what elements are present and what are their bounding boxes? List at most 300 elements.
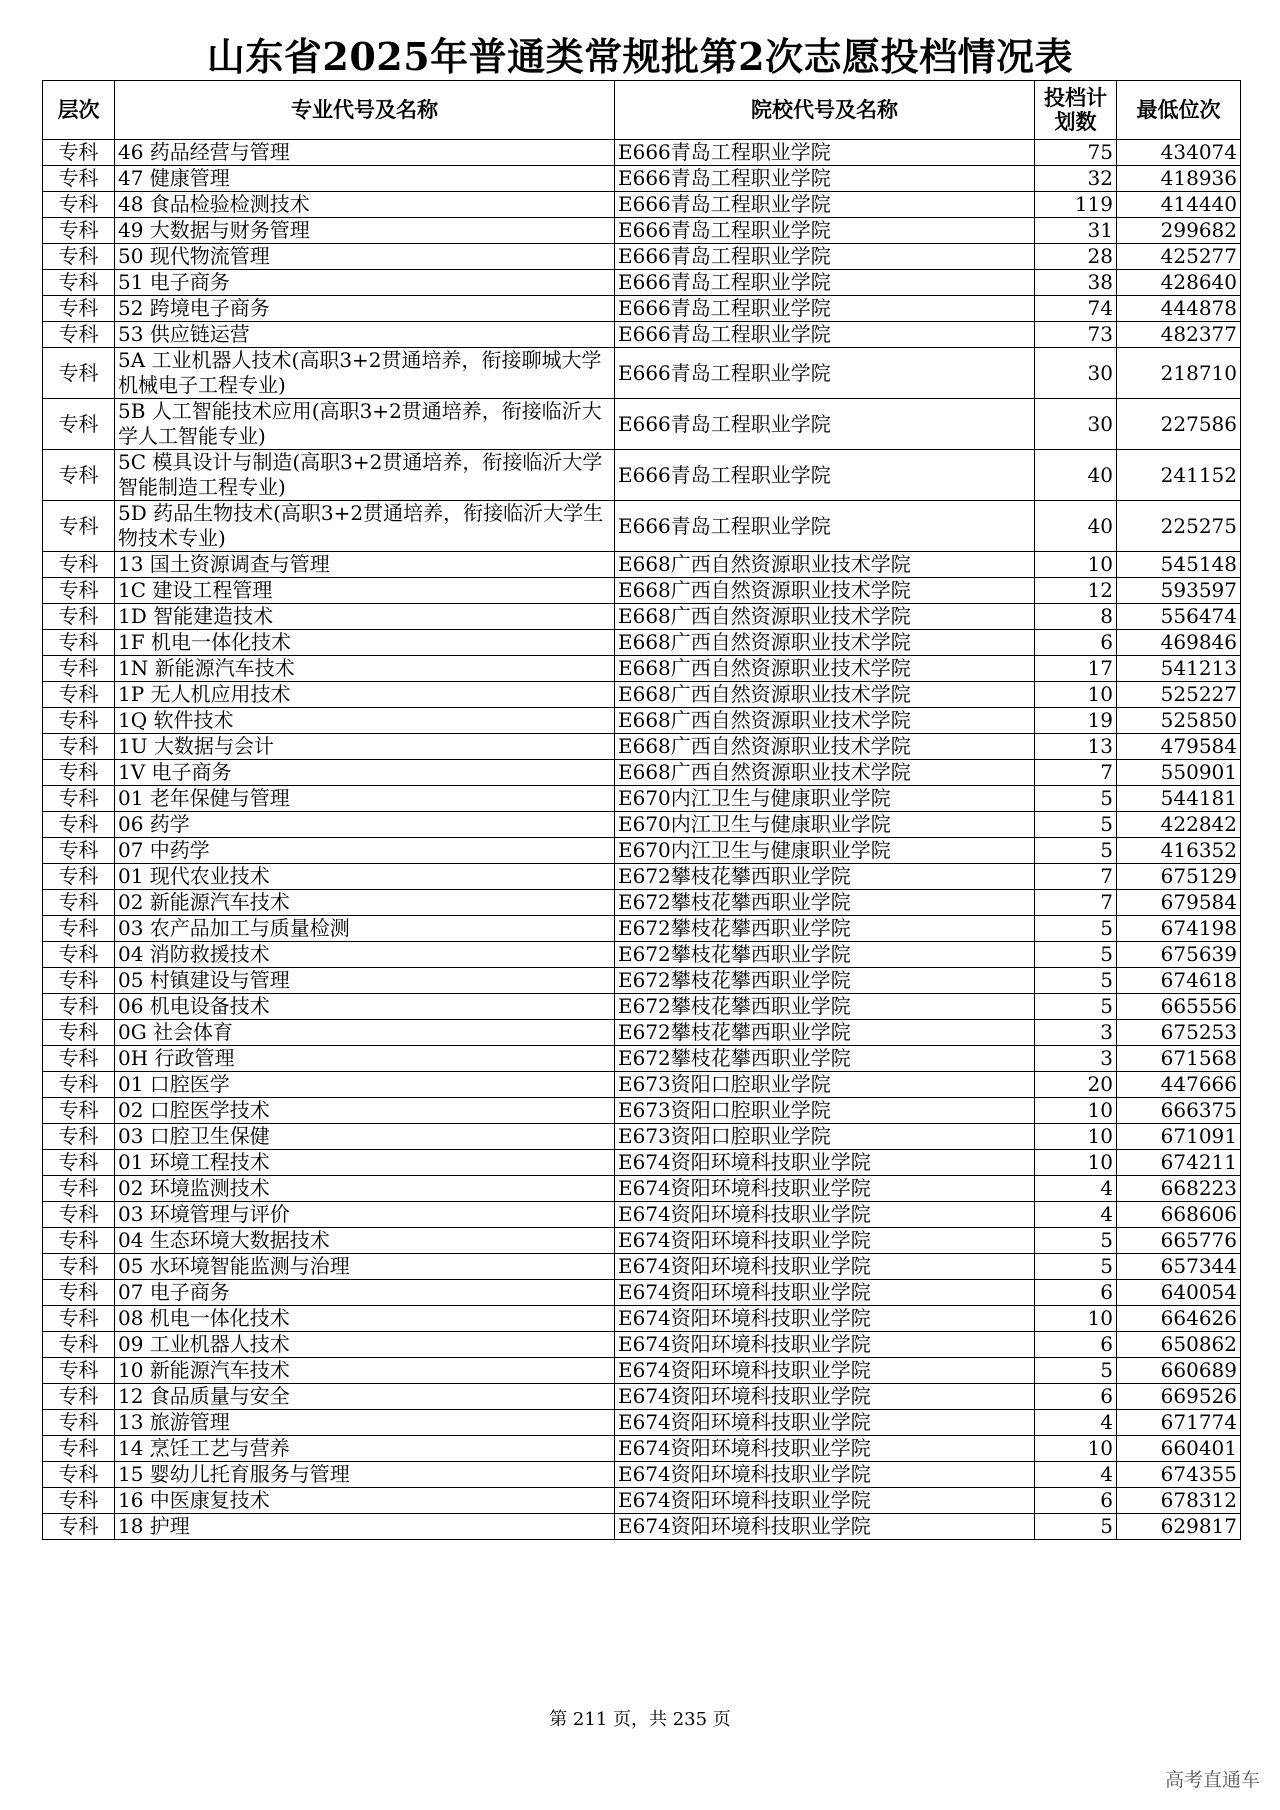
cell-rank: 679584 <box>1117 890 1241 916</box>
cell-level: 专科 <box>43 1072 115 1098</box>
cell-plan: 10 <box>1035 1306 1117 1332</box>
cell-level: 专科 <box>43 682 115 708</box>
cell-rank: 675253 <box>1117 1020 1241 1046</box>
cell-plan: 7 <box>1035 760 1117 786</box>
cell-rank: 640054 <box>1117 1280 1241 1306</box>
cell-rank: 664626 <box>1117 1306 1241 1332</box>
cell-plan: 4 <box>1035 1202 1117 1228</box>
cell-major: 07 电子商务 <box>115 1280 615 1306</box>
table-row <box>43 734 1241 760</box>
cell-major: 5B 人工智能技术应用(高职3+2贯通培养，衔接临沂大学人工智能专业) <box>115 399 615 450</box>
cell-school: E670内江卫生与健康职业学院 <box>615 786 1035 812</box>
table-row <box>43 1098 1241 1124</box>
cell-major: 1C 建设工程管理 <box>115 578 615 604</box>
cell-rank: 545148 <box>1117 552 1241 578</box>
cell-plan: 5 <box>1035 942 1117 968</box>
cell-school: E672攀枝花攀西职业学院 <box>615 890 1035 916</box>
table-row <box>43 501 1241 552</box>
cell-level: 专科 <box>43 1098 115 1124</box>
cell-major: 07 中药学 <box>115 838 615 864</box>
table-row <box>43 864 1241 890</box>
cell-major: 46 药品经营与管理 <box>115 140 615 166</box>
table-row <box>43 1280 1241 1306</box>
cell-rank: 225275 <box>1117 501 1241 552</box>
cell-school: E666青岛工程职业学院 <box>615 501 1035 552</box>
table-row <box>43 140 1241 166</box>
cell-plan: 5 <box>1035 1254 1117 1280</box>
cell-rank: 671091 <box>1117 1124 1241 1150</box>
cell-rank: 675129 <box>1117 864 1241 890</box>
page-title: 山东省2025年普通类常规批第2次志愿投档情况表 <box>206 34 1074 79</box>
cell-major: 04 消防救援技术 <box>115 942 615 968</box>
cell-major: 02 环境监测技术 <box>115 1176 615 1202</box>
cell-level: 专科 <box>43 1202 115 1228</box>
cell-level: 专科 <box>43 552 115 578</box>
cell-level: 专科 <box>43 1488 115 1514</box>
cell-rank: 650862 <box>1117 1332 1241 1358</box>
cell-plan: 17 <box>1035 656 1117 682</box>
cell-level: 专科 <box>43 1462 115 1488</box>
cell-level: 专科 <box>43 1046 115 1072</box>
cell-school: E668广西自然资源职业技术学院 <box>615 682 1035 708</box>
cell-school: E666青岛工程职业学院 <box>615 399 1035 450</box>
cell-school: E674资阳环境科技职业学院 <box>615 1410 1035 1436</box>
cell-rank: 660401 <box>1117 1436 1241 1462</box>
cell-plan: 119 <box>1035 192 1117 218</box>
cell-major: 08 机电一体化技术 <box>115 1306 615 1332</box>
cell-plan: 28 <box>1035 244 1117 270</box>
cell-school: E666青岛工程职业学院 <box>615 218 1035 244</box>
cell-major: 1F 机电一体化技术 <box>115 630 615 656</box>
cell-rank: 447666 <box>1117 1072 1241 1098</box>
cell-school: E674资阳环境科技职业学院 <box>615 1488 1035 1514</box>
table-row <box>43 1124 1241 1150</box>
cell-rank: 544181 <box>1117 786 1241 812</box>
cell-plan: 6 <box>1035 630 1117 656</box>
table-row <box>43 838 1241 864</box>
cell-major: 5D 药品生物技术(高职3+2贯通培养，衔接临沂大学生物技术专业) <box>115 501 615 552</box>
cell-plan: 10 <box>1035 1436 1117 1462</box>
cell-major: 03 口腔卫生保健 <box>115 1124 615 1150</box>
cell-plan: 5 <box>1035 1514 1117 1540</box>
cell-major: 48 食品检验检测技术 <box>115 192 615 218</box>
cell-major: 1V 电子商务 <box>115 760 615 786</box>
cell-level: 专科 <box>43 838 115 864</box>
table-row <box>43 1332 1241 1358</box>
cell-plan: 19 <box>1035 708 1117 734</box>
cell-level: 专科 <box>43 760 115 786</box>
header-rank: 最低位次 <box>1117 81 1241 140</box>
cell-major: 18 护理 <box>115 1514 615 1540</box>
cell-major: 0G 社会体育 <box>115 1020 615 1046</box>
table-header-row <box>43 81 1241 140</box>
cell-major: 15 婴幼儿托育服务与管理 <box>115 1462 615 1488</box>
table-row <box>43 1358 1241 1384</box>
cell-rank: 444878 <box>1117 296 1241 322</box>
cell-plan: 6 <box>1035 1280 1117 1306</box>
cell-rank: 418936 <box>1117 166 1241 192</box>
cell-major: 51 电子商务 <box>115 270 615 296</box>
table-row <box>43 244 1241 270</box>
cell-school: E668广西自然资源职业技术学院 <box>615 630 1035 656</box>
header-school: 院校代号及名称 <box>615 81 1035 140</box>
cell-level: 专科 <box>43 450 115 501</box>
cell-plan: 6 <box>1035 1384 1117 1410</box>
table-row <box>43 1254 1241 1280</box>
cell-rank: 422842 <box>1117 812 1241 838</box>
cell-school: E674资阳环境科技职业学院 <box>615 1228 1035 1254</box>
table-row <box>43 994 1241 1020</box>
cell-level: 专科 <box>43 1150 115 1176</box>
cell-plan: 13 <box>1035 734 1117 760</box>
cell-major: 1Q 软件技术 <box>115 708 615 734</box>
cell-school: E668广西自然资源职业技术学院 <box>615 552 1035 578</box>
cell-major: 47 健康管理 <box>115 166 615 192</box>
cell-plan: 5 <box>1035 786 1117 812</box>
cell-rank: 629817 <box>1117 1514 1241 1540</box>
cell-major: 12 食品质量与安全 <box>115 1384 615 1410</box>
cell-major: 5C 模具设计与制造(高职3+2贯通培养，衔接临沂大学智能制造工程专业) <box>115 450 615 501</box>
table-row <box>43 1384 1241 1410</box>
page-footer: 第 211 页，共 235 页 <box>549 1709 731 1730</box>
cell-level: 专科 <box>43 1020 115 1046</box>
cell-major: 0H 行政管理 <box>115 1046 615 1072</box>
table-row <box>43 1046 1241 1072</box>
table-row <box>43 166 1241 192</box>
cell-rank: 657344 <box>1117 1254 1241 1280</box>
cell-plan: 5 <box>1035 812 1117 838</box>
table-row <box>43 1072 1241 1098</box>
cell-school: E668广西自然资源职业技术学院 <box>615 734 1035 760</box>
cell-major: 01 现代农业技术 <box>115 864 615 890</box>
cell-rank: 678312 <box>1117 1488 1241 1514</box>
cell-level: 专科 <box>43 322 115 348</box>
cell-major: 52 跨境电子商务 <box>115 296 615 322</box>
cell-level: 专科 <box>43 218 115 244</box>
cell-school: E666青岛工程职业学院 <box>615 140 1035 166</box>
table-row <box>43 1150 1241 1176</box>
cell-plan: 4 <box>1035 1462 1117 1488</box>
cell-plan: 3 <box>1035 1046 1117 1072</box>
cell-level: 专科 <box>43 1410 115 1436</box>
cell-school: E666青岛工程职业学院 <box>615 192 1035 218</box>
table-row <box>43 218 1241 244</box>
cell-level: 专科 <box>43 968 115 994</box>
cell-school: E673资阳口腔职业学院 <box>615 1072 1035 1098</box>
cell-school: E674资阳环境科技职业学院 <box>615 1462 1035 1488</box>
cell-rank: 525227 <box>1117 682 1241 708</box>
cell-level: 专科 <box>43 1254 115 1280</box>
cell-plan: 10 <box>1035 1124 1117 1150</box>
cell-rank: 674618 <box>1117 968 1241 994</box>
table-row <box>43 1488 1241 1514</box>
cell-major: 1N 新能源汽车技术 <box>115 656 615 682</box>
cell-rank: 482377 <box>1117 322 1241 348</box>
cell-level: 专科 <box>43 1332 115 1358</box>
table-row <box>43 786 1241 812</box>
table-row <box>43 812 1241 838</box>
cell-school: E674资阳环境科技职业学院 <box>615 1436 1035 1462</box>
cell-rank: 665556 <box>1117 994 1241 1020</box>
cell-rank: 660689 <box>1117 1358 1241 1384</box>
table-row <box>43 708 1241 734</box>
cell-level: 专科 <box>43 708 115 734</box>
cell-level: 专科 <box>43 348 115 399</box>
cell-major: 10 新能源汽车技术 <box>115 1358 615 1384</box>
cell-school: E674资阳环境科技职业学院 <box>615 1358 1035 1384</box>
cell-level: 专科 <box>43 812 115 838</box>
table-row <box>43 348 1241 399</box>
cell-major: 13 国土资源调查与管理 <box>115 552 615 578</box>
cell-level: 专科 <box>43 399 115 450</box>
cell-plan: 32 <box>1035 166 1117 192</box>
cell-level: 专科 <box>43 140 115 166</box>
cell-rank: 414440 <box>1117 192 1241 218</box>
cell-school: E673资阳口腔职业学院 <box>615 1124 1035 1150</box>
cell-level: 专科 <box>43 166 115 192</box>
cell-plan: 40 <box>1035 450 1117 501</box>
cell-level: 专科 <box>43 786 115 812</box>
cell-rank: 550901 <box>1117 760 1241 786</box>
cell-rank: 665776 <box>1117 1228 1241 1254</box>
cell-school: E672攀枝花攀西职业学院 <box>615 864 1035 890</box>
watermark: 高考直通车 <box>1164 1769 1260 1791</box>
cell-major: 13 旅游管理 <box>115 1410 615 1436</box>
table-row <box>43 604 1241 630</box>
header-plan: 投档计划数 <box>1035 81 1117 140</box>
cell-plan: 10 <box>1035 682 1117 708</box>
cell-level: 专科 <box>43 1358 115 1384</box>
cell-school: E672攀枝花攀西职业学院 <box>615 1020 1035 1046</box>
cell-rank: 218710 <box>1117 348 1241 399</box>
cell-plan: 5 <box>1035 916 1117 942</box>
cell-school: E674资阳环境科技职业学院 <box>615 1514 1035 1540</box>
cell-level: 专科 <box>43 1124 115 1150</box>
cell-rank: 674355 <box>1117 1462 1241 1488</box>
cell-rank: 674211 <box>1117 1150 1241 1176</box>
cell-level: 专科 <box>43 630 115 656</box>
table-row <box>43 890 1241 916</box>
cell-major: 1D 智能建造技术 <box>115 604 615 630</box>
cell-school: E674资阳环境科技职业学院 <box>615 1306 1035 1332</box>
table-body <box>43 140 1241 1540</box>
cell-level: 专科 <box>43 501 115 552</box>
cell-plan: 6 <box>1035 1332 1117 1358</box>
cell-major: 01 口腔医学 <box>115 1072 615 1098</box>
cell-school: E670内江卫生与健康职业学院 <box>615 812 1035 838</box>
cell-level: 专科 <box>43 942 115 968</box>
cell-school: E674资阳环境科技职业学院 <box>615 1280 1035 1306</box>
cell-major: 14 烹饪工艺与营养 <box>115 1436 615 1462</box>
cell-level: 专科 <box>43 1280 115 1306</box>
cell-plan: 30 <box>1035 399 1117 450</box>
table-row <box>43 630 1241 656</box>
cell-plan: 7 <box>1035 890 1117 916</box>
cell-plan: 31 <box>1035 218 1117 244</box>
cell-rank: 227586 <box>1117 399 1241 450</box>
cell-plan: 74 <box>1035 296 1117 322</box>
cell-plan: 5 <box>1035 1358 1117 1384</box>
cell-rank: 525850 <box>1117 708 1241 734</box>
cell-level: 专科 <box>43 192 115 218</box>
table-row <box>43 1202 1241 1228</box>
cell-plan: 7 <box>1035 864 1117 890</box>
cell-level: 专科 <box>43 270 115 296</box>
cell-plan: 3 <box>1035 1020 1117 1046</box>
cell-school: E666青岛工程职业学院 <box>615 270 1035 296</box>
cell-plan: 10 <box>1035 1098 1117 1124</box>
cell-level: 专科 <box>43 1176 115 1202</box>
cell-school: E666青岛工程职业学院 <box>615 348 1035 399</box>
cell-level: 专科 <box>43 244 115 270</box>
cell-school: E674资阳环境科技职业学院 <box>615 1384 1035 1410</box>
cell-school: E674资阳环境科技职业学院 <box>615 1332 1035 1358</box>
table-row <box>43 552 1241 578</box>
cell-school: E674资阳环境科技职业学院 <box>615 1254 1035 1280</box>
cell-major: 50 现代物流管理 <box>115 244 615 270</box>
cell-plan: 5 <box>1035 1228 1117 1254</box>
cell-level: 专科 <box>43 994 115 1020</box>
cell-school: E668广西自然资源职业技术学院 <box>615 760 1035 786</box>
table-row <box>43 1514 1241 1540</box>
cell-major: 53 供应链运营 <box>115 322 615 348</box>
cell-school: E674资阳环境科技职业学院 <box>615 1176 1035 1202</box>
table-row <box>43 399 1241 450</box>
cell-level: 专科 <box>43 604 115 630</box>
cell-level: 专科 <box>43 1306 115 1332</box>
cell-school: E672攀枝花攀西职业学院 <box>615 1046 1035 1072</box>
cell-plan: 5 <box>1035 968 1117 994</box>
table-row <box>43 760 1241 786</box>
table-row <box>43 682 1241 708</box>
cell-plan: 38 <box>1035 270 1117 296</box>
admission-table <box>42 80 1241 1540</box>
cell-school: E666青岛工程职业学院 <box>615 450 1035 501</box>
cell-rank: 666375 <box>1117 1098 1241 1124</box>
cell-major: 03 农产品加工与质量检测 <box>115 916 615 942</box>
cell-major: 05 村镇建设与管理 <box>115 968 615 994</box>
table-row <box>43 1436 1241 1462</box>
cell-major: 04 生态环境大数据技术 <box>115 1228 615 1254</box>
cell-level: 专科 <box>43 1228 115 1254</box>
cell-major: 5A 工业机器人技术(高职3+2贯通培养，衔接聊城大学机械电子工程专业) <box>115 348 615 399</box>
cell-school: E668广西自然资源职业技术学院 <box>615 578 1035 604</box>
table-row <box>43 1020 1241 1046</box>
cell-plan: 5 <box>1035 994 1117 1020</box>
cell-plan: 10 <box>1035 1150 1117 1176</box>
cell-level: 专科 <box>43 1514 115 1540</box>
cell-rank: 241152 <box>1117 450 1241 501</box>
table-row <box>43 296 1241 322</box>
cell-school: E670内江卫生与健康职业学院 <box>615 838 1035 864</box>
cell-rank: 416352 <box>1117 838 1241 864</box>
cell-major: 1P 无人机应用技术 <box>115 682 615 708</box>
cell-plan: 5 <box>1035 838 1117 864</box>
cell-rank: 469846 <box>1117 630 1241 656</box>
cell-school: E666青岛工程职业学院 <box>615 244 1035 270</box>
cell-rank: 671774 <box>1117 1410 1241 1436</box>
cell-level: 专科 <box>43 864 115 890</box>
cell-major: 49 大数据与财务管理 <box>115 218 615 244</box>
table-row <box>43 968 1241 994</box>
table-row <box>43 656 1241 682</box>
cell-rank: 668606 <box>1117 1202 1241 1228</box>
cell-major: 09 工业机器人技术 <box>115 1332 615 1358</box>
table-row <box>43 578 1241 604</box>
table-row <box>43 322 1241 348</box>
cell-level: 专科 <box>43 1436 115 1462</box>
table-row <box>43 916 1241 942</box>
cell-rank: 593597 <box>1117 578 1241 604</box>
cell-plan: 20 <box>1035 1072 1117 1098</box>
cell-school: E672攀枝花攀西职业学院 <box>615 916 1035 942</box>
cell-school: E666青岛工程职业学院 <box>615 166 1035 192</box>
header-level: 层次 <box>43 81 115 140</box>
table-row <box>43 1306 1241 1332</box>
cell-school: E672攀枝花攀西职业学院 <box>615 968 1035 994</box>
cell-plan: 40 <box>1035 501 1117 552</box>
cell-rank: 674198 <box>1117 916 1241 942</box>
cell-level: 专科 <box>43 656 115 682</box>
cell-major: 01 老年保健与管理 <box>115 786 615 812</box>
cell-major: 06 机电设备技术 <box>115 994 615 1020</box>
table-row <box>43 1176 1241 1202</box>
cell-major: 05 水环境智能监测与治理 <box>115 1254 615 1280</box>
table-row <box>43 270 1241 296</box>
cell-major: 16 中医康复技术 <box>115 1488 615 1514</box>
cell-plan: 4 <box>1035 1176 1117 1202</box>
cell-school: E673资阳口腔职业学院 <box>615 1098 1035 1124</box>
cell-plan: 4 <box>1035 1410 1117 1436</box>
table-row <box>43 1228 1241 1254</box>
cell-level: 专科 <box>43 916 115 942</box>
cell-rank: 425277 <box>1117 244 1241 270</box>
cell-rank: 479584 <box>1117 734 1241 760</box>
cell-plan: 8 <box>1035 604 1117 630</box>
table-row <box>43 1462 1241 1488</box>
cell-rank: 668223 <box>1117 1176 1241 1202</box>
cell-rank: 556474 <box>1117 604 1241 630</box>
header-major: 专业代号及名称 <box>115 81 615 140</box>
cell-major: 02 口腔医学技术 <box>115 1098 615 1124</box>
cell-plan: 30 <box>1035 348 1117 399</box>
cell-level: 专科 <box>43 578 115 604</box>
cell-rank: 428640 <box>1117 270 1241 296</box>
cell-level: 专科 <box>43 734 115 760</box>
cell-rank: 541213 <box>1117 656 1241 682</box>
cell-plan: 73 <box>1035 322 1117 348</box>
cell-school: E672攀枝花攀西职业学院 <box>615 942 1035 968</box>
cell-major: 01 环境工程技术 <box>115 1150 615 1176</box>
cell-school: E674资阳环境科技职业学院 <box>615 1202 1035 1228</box>
cell-rank: 434074 <box>1117 140 1241 166</box>
cell-rank: 669526 <box>1117 1384 1241 1410</box>
cell-school: E666青岛工程职业学院 <box>615 322 1035 348</box>
cell-school: E668广西自然资源职业技术学院 <box>615 656 1035 682</box>
cell-major: 02 新能源汽车技术 <box>115 890 615 916</box>
cell-rank: 671568 <box>1117 1046 1241 1072</box>
cell-major: 06 药学 <box>115 812 615 838</box>
cell-level: 专科 <box>43 1384 115 1410</box>
table-row <box>43 942 1241 968</box>
cell-plan: 10 <box>1035 552 1117 578</box>
table-row <box>43 192 1241 218</box>
cell-plan: 12 <box>1035 578 1117 604</box>
cell-school: E668广西自然资源职业技术学院 <box>615 604 1035 630</box>
cell-major: 03 环境管理与评价 <box>115 1202 615 1228</box>
cell-rank: 675639 <box>1117 942 1241 968</box>
cell-school: E666青岛工程职业学院 <box>615 296 1035 322</box>
